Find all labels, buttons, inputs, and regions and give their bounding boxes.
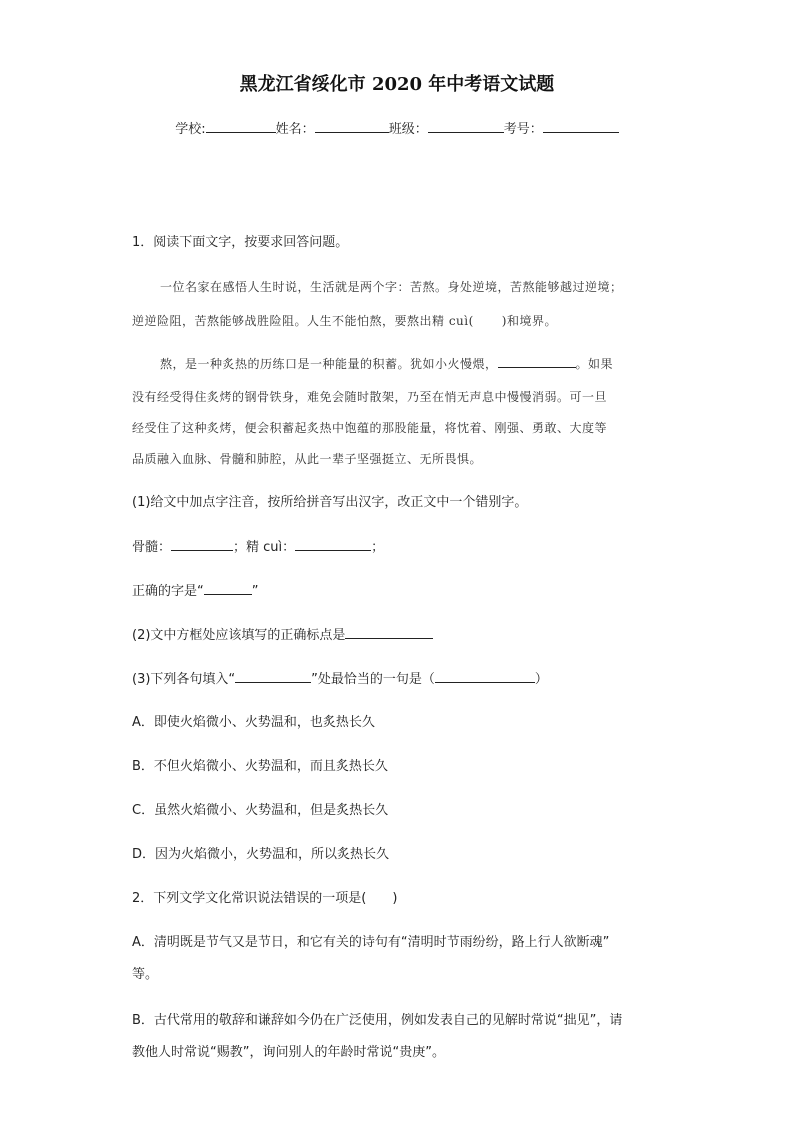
q2-stem: 2．下列文学文化常识说法错误的一项是( )	[132, 891, 398, 906]
q2-option-b-line2: 教他人时常说“赐教”，询问别人的年龄时常说“贵庚”。	[132, 1045, 445, 1060]
sub2-text: (2)文中方框处应该填写的正确标点是	[132, 628, 346, 643]
sub3-text-c: ）	[534, 672, 548, 687]
q1-sub1: (1)给文中加点字注音，按所给拼音写出汉字，改正文中一个错别字。	[132, 495, 528, 510]
school-label: 学校:	[175, 122, 206, 137]
passage-p1-line2	[132, 312, 557, 330]
q1-sub1-fill	[132, 538, 384, 557]
exam-no-blank[interactable]	[543, 120, 619, 133]
fill-end: ；	[371, 540, 385, 555]
school-blank[interactable]	[206, 120, 276, 133]
passage-p1-line2-b: )和境界。	[501, 314, 557, 328]
q1-sub2	[132, 626, 433, 645]
class-blank[interactable]	[428, 120, 504, 133]
bone-marrow-blank[interactable]	[171, 538, 233, 551]
name-blank[interactable]	[315, 120, 389, 133]
passage-p1-line1: 一位名家在感悟人生时说，生活就是两个字：苦熬。身处逆境，苦熬能够越过逆境；	[160, 280, 623, 294]
passage-p2-line1-a: 熬，是一种炙热的历练口是一种能量的积蓄。犹如小火慢煨，	[160, 357, 498, 371]
passage-p2-line2: 没有经受得住炙烤的钢骨铁身，难免会随时散架，乃至在悄无声息中慢慢消弱。可一旦	[132, 390, 608, 404]
q1-correct-char	[132, 582, 259, 601]
q1-option-d[interactable]: D．因为火焰微小，火势温和，所以炙热长久	[132, 847, 390, 862]
correct-char-blank[interactable]	[204, 582, 252, 595]
bone-marrow-label: 骨髓：	[132, 540, 172, 555]
sub3-answer-blank[interactable]	[435, 670, 535, 683]
passage-p2-line3: 经受住了这种炙烤，便会积蓄起炙热中饱蕴的那股能量，将忱着、刚强、勇敢、大度等	[132, 421, 608, 435]
q2-option-b-line1[interactable]: B．古代常用的敬辞和谦辞如今仍在广泛使用，例如发表自己的见解时常说“拙见”，请	[132, 1013, 623, 1028]
q1-option-b[interactable]: B．不但火焰微小、火势温和，而且炙热长久	[132, 759, 388, 774]
jingcui-label: ；精 cuì：	[233, 540, 296, 555]
q2-option-a-line2: 等。	[132, 967, 159, 982]
correct-char-label: 正确的字是“	[132, 584, 204, 599]
passage-p1-line2-a: 逆逆险阻，苦熬能够战胜险阻。人生不能怕熬，要熬出精 cuì(	[132, 314, 474, 328]
passage-p2-line1-b: 。如果	[575, 357, 614, 371]
passage-p2-line4: 品质融入血脉、骨髓和肺腔，从此一辈子坚强挺立、无所畏惧。	[132, 452, 483, 466]
page-title: 黑龙江省绥化市 2020 年中考语文试题	[239, 74, 555, 95]
q1-sub3	[132, 670, 548, 689]
sub3-text-a: (3)下列各句填入“	[132, 672, 236, 687]
student-info-row	[0, 118, 794, 137]
q1-option-c[interactable]: C．虽然火焰微小、火势温和，但是炙热长久	[132, 803, 389, 818]
q1-stem: 1．阅读下面文字，按要求回答问题。	[132, 235, 349, 250]
passage-p2-line1	[160, 355, 613, 373]
class-label: 班级：	[388, 122, 428, 137]
q1-option-a[interactable]: A．即使火焰微小、火势温和，也炙热长久	[132, 715, 375, 730]
q2-option-a-line1[interactable]: A．清明既是节气又是节日，和它有关的诗句有“清明时节雨纷纷，路上行人欲断魂”	[132, 935, 610, 950]
sub3-text-b: ”处最恰当的一句是（	[311, 672, 435, 687]
passage-fill-blank[interactable]	[498, 359, 576, 368]
name-label: 姓名：	[275, 122, 315, 137]
jingcui-blank[interactable]	[295, 538, 371, 551]
correct-char-close: ”	[251, 584, 259, 599]
sub3-quote-blank[interactable]	[235, 670, 311, 683]
punctuation-blank[interactable]	[345, 626, 433, 639]
exam-no-label: 考号：	[503, 122, 543, 137]
